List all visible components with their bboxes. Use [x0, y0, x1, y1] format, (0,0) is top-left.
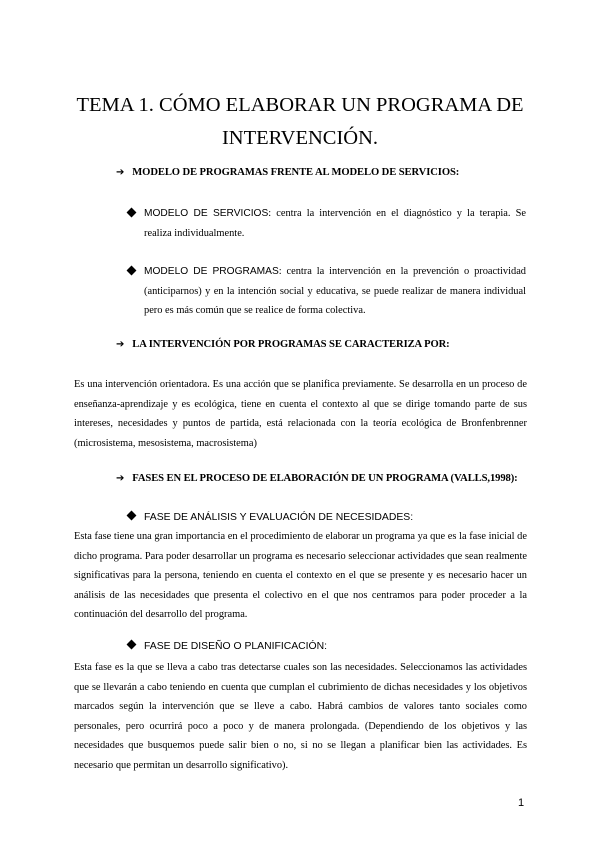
diamond-bullet-icon: [127, 511, 137, 521]
section-heading-fases: ➔ FASES EN EL PROCESO DE ELABORACIÓN DE UN PROGRAMA (VALLS,1998):: [116, 473, 518, 484]
bullet-text: : centra la intervención en la prevención o proactividad (anticiparnos) y en la intención social y educativa, se puede realizar de manera individual pero es más común que se realice de forma colectiva.: [144, 266, 526, 316]
page-number: 1: [518, 797, 525, 809]
phase-heading-diseno: FASE DE DISEÑO O PLANIFICACIÓN:: [128, 641, 327, 652]
paragraph-intervencion: Es una intervención orientadora. Es una acción que se planifica previamente. Se desarrolla en un proceso de enseñanza-aprendizaje y es ecológica, tiene en cuenta el contexto al que se dirige tomando parte de sus intereses, necesidades y puntos de partida, está relacionada con la teoría ecológica de Bronfenbrenner (microsistema, mesosistema, macrosistema): [74, 379, 527, 449]
page-title: TEMA 1. CÓMO ELABORAR UN PROGRAMA DE INTERVENCIÓN.: [76, 94, 524, 149]
section-heading-models: ➔ MODELO DE PROGRAMAS FRENTE AL MODELO DE SERVICIOS:: [116, 167, 460, 178]
phase-heading-analisis: FASE DE ANÁLISIS Y EVALUACIÓN DE NECESIDADES:: [128, 512, 413, 523]
diamond-bullet-icon: [127, 640, 137, 650]
bullet-text: : centra la intervención en el diagnóstico y la terapia. Se realiza individualmente.: [144, 208, 526, 239]
bullet-servicios: [128, 204, 526, 243]
bullet-label: MODELO DE PROGRAMAS: [144, 266, 279, 277]
arrow-icon: ➔: [116, 473, 125, 484]
paragraph-diseno: Esta fase es la que se lleva a cabo tras detectarse cuales son las necesidades. Seleccionamos las actividades que se llevarán a cabo teniendo en cuenta que cumplan el cubrimiento de dichas necesidades y los objetivos marcados según la intervención que se lleve a cabo. Habrá cambios de valores tanto sociales como personales, pero ocurrirá poco a poco y de manera prolongada. (Dependiendo de los objetivos y las necesidades que busquemos puede salir bien o no, si no se llegan a planificar bien las actividades. Es necesario que permitan un desarrollo significativo).: [74, 662, 527, 771]
section-heading-intervencion: ➔ LA INTERVENCIÓN POR PROGRAMAS SE CARACTERIZA POR:: [116, 339, 450, 350]
paragraph-analisis: Esta fase tiene una gran importancia en el procedimiento de elaborar un programa ya que es la fase inicial de dicho programa. Para poder desarrollar un programa es necesario seleccionar actividades que sean realmente significativas para la persona, teniendo en cuenta el contexto en el que se presente y es necesario hacer un análisis de las necesidades que presenta el colectivo en el que nos centramos para poder proceder a la continuación del desarrollo del programa.: [74, 531, 527, 621]
arrow-icon: ➔: [116, 167, 125, 178]
bullet-label: MODELO DE SERVICIOS: [144, 208, 269, 219]
bullet-programas: [128, 262, 526, 321]
arrow-icon: ➔: [116, 339, 125, 350]
